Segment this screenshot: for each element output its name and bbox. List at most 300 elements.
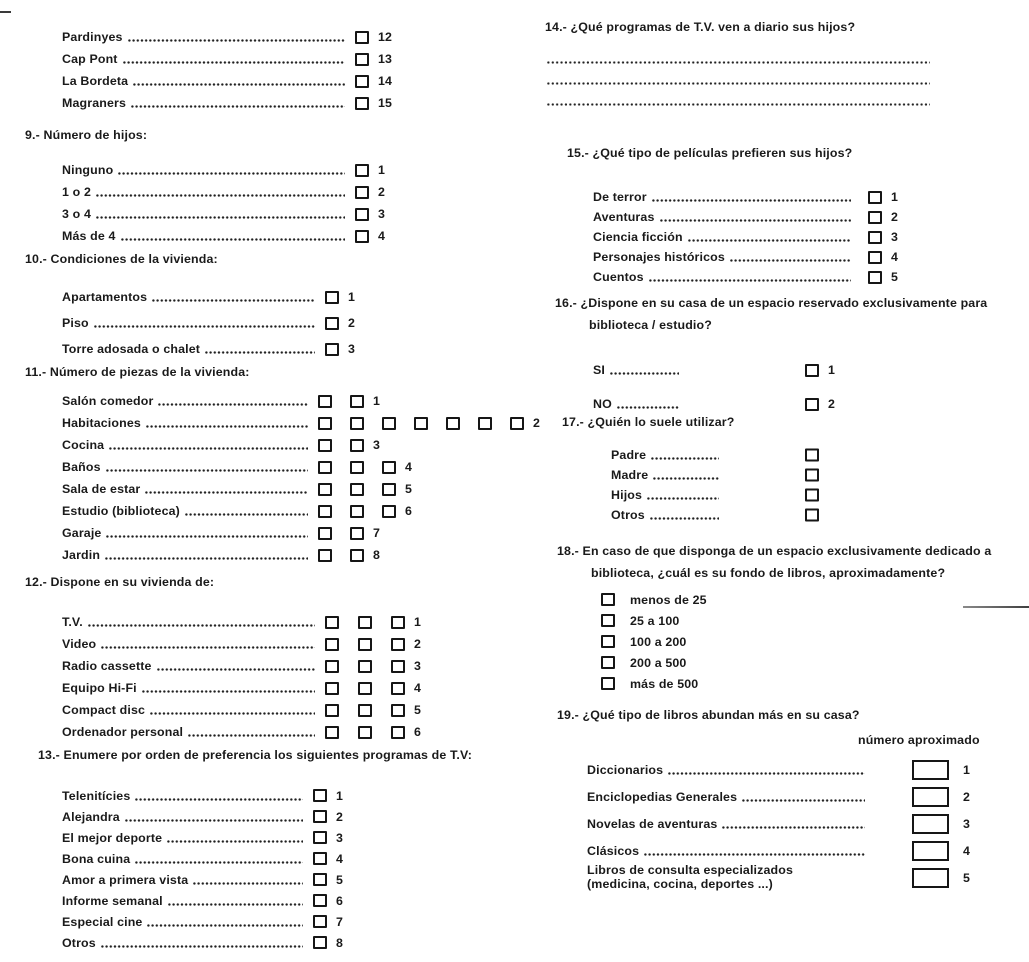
option-main bbox=[593, 250, 853, 264]
option-tail bbox=[318, 394, 380, 408]
checkbox[interactable] bbox=[805, 489, 819, 502]
question-q16-title: 16.- ¿Dispone en su casa de un espacio reservado exclusivamente para biblioteca / estudio? bbox=[555, 296, 988, 332]
option-label: Torre adosada o chalet bbox=[62, 342, 201, 356]
dotted-leader bbox=[193, 882, 303, 885]
option-row bbox=[587, 837, 1029, 864]
write-in-box[interactable] bbox=[912, 760, 949, 780]
question-q16 bbox=[545, 292, 1029, 421]
question-q17-options bbox=[545, 445, 1029, 525]
checkbox[interactable] bbox=[313, 789, 327, 802]
question-q11 bbox=[25, 365, 541, 566]
checkbox[interactable] bbox=[355, 97, 369, 110]
question-q14-options bbox=[545, 61, 1029, 106]
checkbox[interactable] bbox=[805, 469, 819, 482]
question-q15 bbox=[545, 146, 1029, 287]
checkbox[interactable] bbox=[355, 53, 369, 66]
option-label: Garaje bbox=[62, 526, 102, 540]
option-row bbox=[62, 806, 527, 827]
option-number: 2 bbox=[533, 416, 541, 430]
option-main bbox=[593, 270, 853, 284]
option-main bbox=[62, 290, 317, 304]
option-main bbox=[611, 488, 721, 502]
option-label: Baños bbox=[62, 460, 101, 474]
dotted-leader bbox=[730, 259, 851, 262]
dotted-leader bbox=[96, 216, 345, 219]
checkbox[interactable] bbox=[868, 251, 882, 264]
option-number: 8 bbox=[336, 935, 344, 950]
dotted-leader bbox=[644, 853, 865, 856]
option-number: 1 bbox=[373, 394, 381, 408]
option-row bbox=[62, 434, 527, 456]
option-row bbox=[587, 864, 1029, 891]
option-row bbox=[62, 225, 527, 247]
option-main bbox=[62, 207, 347, 221]
option-main bbox=[611, 508, 721, 522]
option-main bbox=[62, 852, 305, 866]
option-tail bbox=[355, 229, 385, 243]
option-row bbox=[611, 485, 1029, 505]
option-tail bbox=[805, 363, 835, 377]
question-q18-title: 18.- En caso de que disponga de un espacio exclusivamente dedicado a biblioteca, ¿cuál es su fondo de libros, aproximadamente? bbox=[557, 544, 992, 580]
option-number: 3 bbox=[891, 230, 899, 244]
checkbox[interactable] bbox=[601, 593, 615, 606]
checkbox[interactable] bbox=[355, 31, 369, 44]
question-q19-note: número aproximado bbox=[858, 733, 980, 747]
checkbox[interactable] bbox=[355, 186, 369, 199]
option-label: Estudio (biblioteca) bbox=[62, 504, 180, 518]
checkbox[interactable] bbox=[350, 395, 364, 408]
option-label: 200 a 500 bbox=[630, 655, 687, 670]
checkbox[interactable] bbox=[355, 75, 369, 88]
answer-line[interactable] bbox=[547, 82, 930, 85]
dotted-leader bbox=[145, 491, 308, 494]
answer-line[interactable] bbox=[547, 103, 930, 106]
option-row bbox=[62, 336, 527, 362]
option-number: 2 bbox=[348, 316, 356, 330]
checkbox[interactable] bbox=[318, 417, 332, 430]
option-tail bbox=[318, 526, 380, 540]
option-number: 14 bbox=[378, 74, 393, 88]
option-tail bbox=[805, 449, 819, 462]
option-row bbox=[587, 783, 1029, 810]
option-row bbox=[62, 869, 527, 890]
option-row bbox=[611, 445, 1029, 465]
dotted-leader bbox=[109, 447, 308, 450]
option-row bbox=[62, 633, 527, 655]
option-main bbox=[62, 416, 310, 430]
option-tail bbox=[325, 615, 421, 629]
checkbox[interactable] bbox=[391, 660, 405, 673]
option-main bbox=[62, 725, 317, 739]
dotted-leader bbox=[128, 39, 345, 42]
option-label: 100 a 200 bbox=[630, 634, 687, 649]
option-row bbox=[587, 810, 1029, 837]
option-number: 7 bbox=[373, 526, 381, 540]
question-q10-title: 10.- Condiciones de la vivienda: bbox=[25, 252, 218, 266]
question-q19-title: 19.- ¿Qué tipo de libros abundan más en su casa? bbox=[557, 708, 860, 722]
question-q10-options bbox=[25, 284, 527, 362]
option-label: NO bbox=[593, 397, 612, 411]
checkbox[interactable] bbox=[391, 682, 405, 695]
write-in-box[interactable] bbox=[912, 787, 949, 807]
checkbox[interactable] bbox=[868, 191, 882, 204]
checkbox[interactable] bbox=[355, 208, 369, 221]
dotted-leader bbox=[150, 712, 315, 715]
option-main bbox=[611, 448, 721, 462]
checkbox[interactable] bbox=[382, 461, 396, 474]
checkbox[interactable] bbox=[325, 291, 339, 304]
option-number: 2 bbox=[963, 789, 971, 804]
option-row bbox=[62, 655, 527, 677]
option-tail bbox=[868, 250, 898, 264]
option-main bbox=[593, 397, 681, 411]
dotted-leader bbox=[652, 199, 851, 202]
option-tail bbox=[325, 659, 421, 673]
checkbox[interactable] bbox=[805, 449, 819, 462]
dotted-leader bbox=[147, 924, 303, 927]
option-row bbox=[593, 207, 1029, 227]
option-number: 3 bbox=[348, 342, 356, 356]
option-label: Libros de consulta especializados bbox=[587, 863, 794, 877]
option-tail bbox=[313, 831, 343, 845]
dotted-leader bbox=[152, 299, 315, 302]
dotted-leader bbox=[158, 403, 308, 406]
option-number: 5 bbox=[963, 870, 971, 885]
write-in-box[interactable] bbox=[912, 814, 949, 834]
checkbox[interactable] bbox=[325, 616, 339, 629]
checkbox[interactable] bbox=[868, 211, 882, 224]
checkbox[interactable] bbox=[318, 461, 332, 474]
option-label: Aventuras bbox=[593, 210, 655, 224]
option-sublabel: (medicina, cocina, deportes ...) bbox=[587, 876, 773, 891]
option-number: 15 bbox=[378, 96, 393, 110]
question-q12 bbox=[25, 575, 527, 743]
option-number: 13 bbox=[378, 52, 393, 66]
option-main bbox=[62, 394, 310, 408]
dotted-leader bbox=[142, 690, 315, 693]
checkbox[interactable] bbox=[391, 638, 405, 651]
option-label: Informe semanal bbox=[62, 893, 163, 908]
option-label: Bona cuina bbox=[62, 851, 131, 866]
option-row bbox=[62, 48, 527, 70]
option-tail bbox=[318, 548, 380, 562]
dotted-leader bbox=[617, 406, 679, 409]
option-label: Apartamentos bbox=[62, 290, 148, 304]
dotted-leader bbox=[135, 861, 303, 864]
option-tail bbox=[313, 936, 343, 950]
option-label: Alejandra bbox=[62, 809, 120, 824]
option-main bbox=[62, 482, 310, 496]
dotted-leader bbox=[106, 469, 308, 472]
checkbox[interactable] bbox=[446, 417, 460, 430]
option-row bbox=[62, 785, 527, 806]
option-tail bbox=[805, 397, 835, 411]
option-number: 2 bbox=[828, 397, 836, 411]
option-label: 25 a 100 bbox=[630, 613, 680, 628]
checkbox[interactable] bbox=[358, 704, 372, 717]
option-tail bbox=[355, 52, 392, 66]
dotted-leader bbox=[651, 457, 719, 460]
option-number: 5 bbox=[336, 872, 344, 887]
option-row bbox=[62, 721, 527, 743]
checkbox[interactable] bbox=[355, 164, 369, 177]
option-main bbox=[62, 548, 310, 562]
option-number: 2 bbox=[336, 809, 344, 824]
checkbox[interactable] bbox=[391, 704, 405, 717]
option-number: 4 bbox=[336, 851, 344, 866]
checkbox[interactable] bbox=[325, 704, 339, 717]
write-in-box[interactable] bbox=[912, 868, 949, 888]
option-row bbox=[601, 673, 1029, 694]
option-label: menos de 25 bbox=[630, 592, 707, 607]
option-main bbox=[593, 230, 853, 244]
checkbox[interactable] bbox=[313, 852, 327, 865]
option-label: Compact disc bbox=[62, 703, 146, 717]
option-main bbox=[611, 468, 721, 482]
option-row bbox=[62, 284, 527, 310]
option-label-group bbox=[587, 864, 793, 891]
question-q12-title: 12.- Dispone en su vivienda de: bbox=[25, 575, 215, 589]
option-row bbox=[62, 911, 527, 932]
option-label: Madre bbox=[611, 468, 649, 482]
checkbox[interactable] bbox=[318, 483, 332, 496]
option-label: Cocina bbox=[62, 438, 105, 452]
question-q14 bbox=[545, 20, 1029, 124]
option-label: Especial cine bbox=[62, 914, 143, 929]
dotted-leader bbox=[688, 239, 851, 242]
option-number: 1 bbox=[891, 190, 899, 204]
option-label: Otros bbox=[62, 935, 96, 950]
option-row bbox=[62, 611, 527, 633]
checkbox[interactable] bbox=[313, 873, 327, 886]
checkbox[interactable] bbox=[355, 230, 369, 243]
option-label: Sala de estar bbox=[62, 482, 141, 496]
dotted-leader bbox=[96, 194, 345, 197]
option-number: 6 bbox=[336, 893, 344, 908]
option-row bbox=[62, 890, 527, 911]
checkbox[interactable] bbox=[601, 635, 615, 648]
checkbox[interactable] bbox=[325, 317, 339, 330]
dotted-leader bbox=[205, 351, 315, 354]
option-row bbox=[601, 631, 1029, 652]
question-q15-options bbox=[545, 187, 1029, 287]
option-main bbox=[593, 210, 853, 224]
question-q19 bbox=[545, 708, 1029, 891]
option-main bbox=[62, 936, 305, 950]
checkbox[interactable] bbox=[350, 483, 364, 496]
checkbox[interactable] bbox=[318, 505, 332, 518]
option-label: Ordenador personal bbox=[62, 725, 184, 739]
option-tail bbox=[313, 894, 343, 908]
option-number: 4 bbox=[414, 681, 422, 695]
option-row bbox=[587, 756, 1029, 783]
checkbox[interactable] bbox=[358, 682, 372, 695]
option-tail bbox=[912, 814, 970, 834]
checkbox[interactable] bbox=[313, 936, 327, 949]
option-row bbox=[62, 932, 527, 953]
checkbox[interactable] bbox=[382, 505, 396, 518]
option-tail bbox=[868, 270, 898, 284]
option-label: Enciclopedias Generales bbox=[587, 789, 738, 804]
option-tail bbox=[313, 810, 343, 824]
option-row bbox=[62, 390, 527, 412]
checkbox[interactable] bbox=[350, 439, 364, 452]
option-row bbox=[62, 522, 527, 544]
option-row bbox=[611, 465, 1029, 485]
option-tail bbox=[313, 873, 343, 887]
option-row bbox=[601, 589, 1029, 610]
checkbox[interactable] bbox=[358, 726, 372, 739]
option-number: 1 bbox=[828, 363, 836, 377]
option-tail bbox=[325, 290, 355, 304]
option-label: Ninguno bbox=[62, 163, 114, 177]
option-row bbox=[593, 267, 1029, 287]
checkbox[interactable] bbox=[350, 461, 364, 474]
dotted-leader bbox=[649, 279, 851, 282]
option-label: Radio cassette bbox=[62, 659, 152, 673]
checkbox[interactable] bbox=[318, 439, 332, 452]
option-number: 1 bbox=[414, 615, 422, 629]
dotted-leader bbox=[610, 372, 679, 375]
checkbox[interactable] bbox=[313, 894, 327, 907]
checkbox[interactable] bbox=[601, 614, 615, 627]
option-main bbox=[62, 74, 347, 88]
option-row bbox=[62, 699, 527, 721]
option-tail bbox=[313, 852, 343, 866]
option-tail bbox=[355, 185, 385, 199]
option-number: 1 bbox=[336, 788, 344, 803]
checkbox[interactable] bbox=[382, 417, 396, 430]
checkbox[interactable] bbox=[325, 682, 339, 695]
option-label: Salón comedor bbox=[62, 394, 154, 408]
checkbox[interactable] bbox=[313, 810, 327, 823]
option-main bbox=[62, 229, 347, 243]
dotted-leader bbox=[123, 61, 345, 64]
write-in-box[interactable] bbox=[912, 841, 949, 861]
option-tail bbox=[325, 316, 355, 330]
option-row bbox=[62, 544, 527, 566]
option-tail bbox=[805, 489, 819, 502]
option-label: Ciencia ficción bbox=[593, 230, 683, 244]
option-tail bbox=[325, 725, 421, 739]
checkbox[interactable] bbox=[318, 549, 332, 562]
option-main bbox=[62, 789, 305, 803]
checkbox[interactable] bbox=[313, 915, 327, 928]
checkbox[interactable] bbox=[510, 417, 524, 430]
option-main bbox=[62, 52, 347, 66]
option-main bbox=[62, 810, 305, 824]
checkbox[interactable] bbox=[318, 395, 332, 408]
checkbox[interactable] bbox=[868, 231, 882, 244]
question-q13-options bbox=[25, 785, 527, 953]
dotted-leader bbox=[157, 668, 315, 671]
checkbox[interactable] bbox=[414, 417, 428, 430]
checkbox[interactable] bbox=[358, 638, 372, 651]
option-label: La Bordeta bbox=[62, 74, 129, 88]
checkbox[interactable] bbox=[358, 660, 372, 673]
option-main bbox=[593, 363, 681, 377]
dotted-leader bbox=[121, 238, 345, 241]
question-q18-options bbox=[545, 589, 1029, 694]
option-number: 4 bbox=[891, 250, 899, 264]
option-row bbox=[62, 677, 527, 699]
question-q10 bbox=[25, 252, 527, 362]
option-row bbox=[62, 827, 527, 848]
question-q19-options bbox=[545, 756, 1029, 891]
option-row bbox=[601, 652, 1029, 673]
checkbox[interactable] bbox=[868, 271, 882, 284]
checkbox[interactable] bbox=[478, 417, 492, 430]
option-row bbox=[62, 848, 527, 869]
option-label: De terror bbox=[593, 190, 647, 204]
option-tail bbox=[355, 207, 385, 221]
checkbox[interactable] bbox=[350, 549, 364, 562]
option-tail bbox=[318, 438, 380, 452]
option-main bbox=[62, 526, 310, 540]
checkbox[interactable] bbox=[805, 398, 819, 411]
checkbox[interactable] bbox=[382, 483, 396, 496]
answer-line[interactable] bbox=[547, 61, 930, 64]
option-number: 5 bbox=[405, 482, 413, 496]
option-row bbox=[611, 505, 1029, 525]
checkbox[interactable] bbox=[325, 726, 339, 739]
checkbox[interactable] bbox=[805, 509, 819, 522]
option-tail bbox=[318, 482, 412, 496]
option-tail bbox=[318, 460, 412, 474]
question-q16-options bbox=[545, 353, 1029, 421]
checkbox[interactable] bbox=[325, 638, 339, 651]
option-main bbox=[62, 504, 310, 518]
question-q13-title: 13.- Enumere por orden de preferencia los siguientes programas de T.V: bbox=[38, 748, 472, 762]
dotted-leader bbox=[125, 819, 303, 822]
checkbox[interactable] bbox=[601, 677, 615, 690]
option-number: 6 bbox=[414, 725, 422, 739]
checkbox[interactable] bbox=[805, 364, 819, 377]
dotted-leader bbox=[185, 513, 308, 516]
option-tail bbox=[355, 74, 392, 88]
checkbox[interactable] bbox=[313, 831, 327, 844]
checkbox[interactable] bbox=[358, 616, 372, 629]
checkbox[interactable] bbox=[318, 527, 332, 540]
checkbox[interactable] bbox=[350, 505, 364, 518]
checkbox[interactable] bbox=[391, 726, 405, 739]
option-tail bbox=[355, 96, 392, 110]
option-number: 4 bbox=[405, 460, 413, 474]
checkbox[interactable] bbox=[325, 343, 339, 356]
question-q14-title: 14.- ¿Qué programas de T.V. ven a diario sus hijos? bbox=[545, 20, 856, 34]
checkbox[interactable] bbox=[325, 660, 339, 673]
option-number: 7 bbox=[336, 914, 344, 929]
checkbox[interactable] bbox=[601, 656, 615, 669]
option-row bbox=[62, 412, 541, 434]
option-number: 4 bbox=[963, 843, 971, 858]
question-q12-options bbox=[25, 611, 527, 743]
question-q11-options bbox=[25, 390, 541, 566]
option-row bbox=[62, 456, 527, 478]
option-tail bbox=[805, 469, 819, 482]
option-number: 3 bbox=[336, 830, 344, 845]
option-main bbox=[62, 915, 305, 929]
option-number: 1 bbox=[963, 762, 971, 777]
option-row bbox=[62, 92, 527, 114]
question-q15-title: 15.- ¿Qué tipo de películas prefieren sus hijos? bbox=[567, 146, 853, 160]
checkbox[interactable] bbox=[350, 417, 364, 430]
option-label: 3 o 4 bbox=[62, 207, 91, 221]
checkbox[interactable] bbox=[350, 527, 364, 540]
option-label: Amor a primera vista bbox=[62, 872, 189, 887]
checkbox[interactable] bbox=[391, 616, 405, 629]
option-tail bbox=[868, 210, 898, 224]
